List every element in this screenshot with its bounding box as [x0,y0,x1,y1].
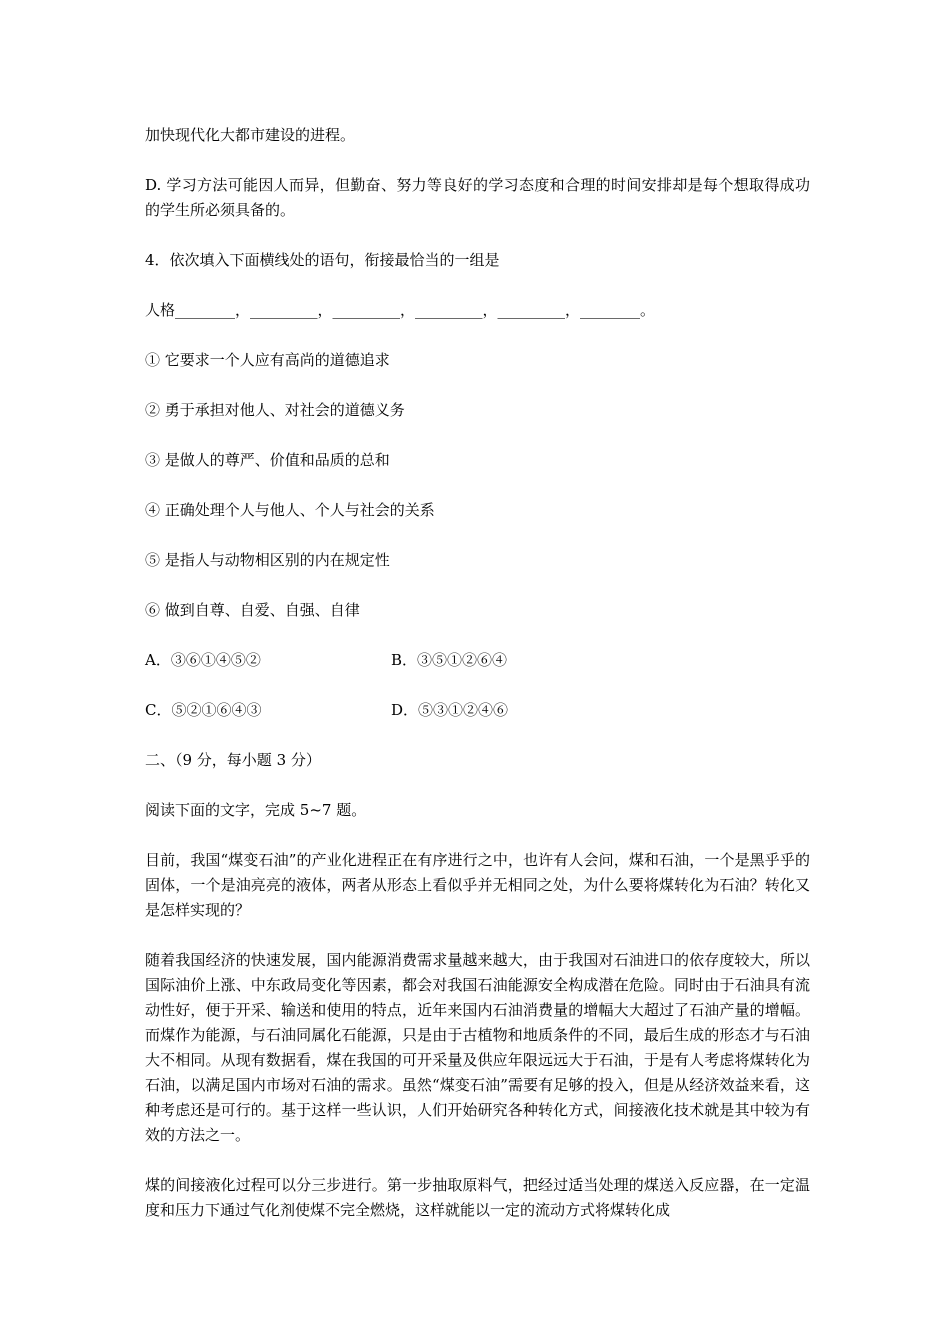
document-page [145,123,810,1248]
q4-choices-row-2 [145,698,810,723]
section2-instruction: 阅读下面的文字，完成 5~7 题。 [145,801,367,819]
q4-item-1: ① 它要求一个人应有高尚的道德追求 [145,351,390,369]
q4-blank-line: 人格________，_________，_________，_________，_________，________。 [145,301,656,319]
q4-choice-d: D．⑤③①②④⑥ [391,701,509,719]
q4-prompt: 4．依次填入下面横线处的语句，衔接最恰当的一组是 [145,251,500,269]
q4-choice-b: B．③⑤①②⑥④ [391,651,508,669]
passage-paragraph-2: 随着我国经济的快速发展，国内能源消费需求量越来越大，由于我国对石油进口的依存度较大，所以国际油价上涨、中东政局变化等因素，都会对我国石油能源安全构成潜在危险。同时由于石油具有流动性好，便于开采、输送和使用的特点，近年来国内石油消费量的增幅大大超过了石油产量的增幅。而煤作为能源，与石油同属化石能源，只是由于古植物和地质条件的不同，最后生成的形态才与石油大不相同。从现有数据看，煤在我国的可开采量及供应年限远远大于石油，于是有人考虑将煤转化为石油，以满足国内市场对石油的需求。虽然“煤变石油”需要有足够的投入，但是从经济效益来看，这种考虑还是可行的。基于这样一些认识，人们开始研究各种转化方式，间接液化技术就是其中较为有效的方法之一。 [145,951,810,1144]
q4-choice-c: C．⑤②①⑥④③ [145,701,262,719]
section2-heading: 二、（9 分，每小题 3 分） [145,751,321,769]
passage-paragraph-1: 目前，我国“煤变石油”的产业化进程正在有序进行之中，也许有人会问，煤和石油，一个是黑乎乎的固体，一个是油亮亮的液体，两者从形态上看似乎并无相同之处，为什么要将煤转化为石油？转化又是怎样实现的？ [145,851,810,919]
q4-item-3: ③ 是做人的尊严、价值和品质的总和 [145,451,390,469]
passage-paragraph-3: 煤的间接液化过程可以分三步进行。第一步抽取原料气，把经过适当处理的煤送入反应器，在一定温度和压力下通过气化剂使煤不完全燃烧，这样就能以一定的流动方式将煤转化成 [145,1176,810,1219]
q3-option-d: D. 学习方法可能因人而异，但勤奋、努力等良好的学习态度和合理的时间安排却是每个想取得成功的学生所必须具备的。 [145,176,810,219]
q4-item-4: ④ 正确处理个人与他人、个人与社会的关系 [145,501,435,519]
q4-choice-a: A．③⑥①④⑤② [145,651,261,669]
q4-item-2: ② 勇于承担对他人、对社会的道德义务 [145,401,405,419]
q4-item-5: ⑤ 是指人与动物相区别的内在规定性 [145,551,390,569]
q4-choices-row-1 [145,648,810,673]
continuation-text: 加快现代化大都市建设的进程。 [145,126,356,144]
q4-item-6: ⑥ 做到自尊、自爱、自强、自律 [145,601,360,619]
